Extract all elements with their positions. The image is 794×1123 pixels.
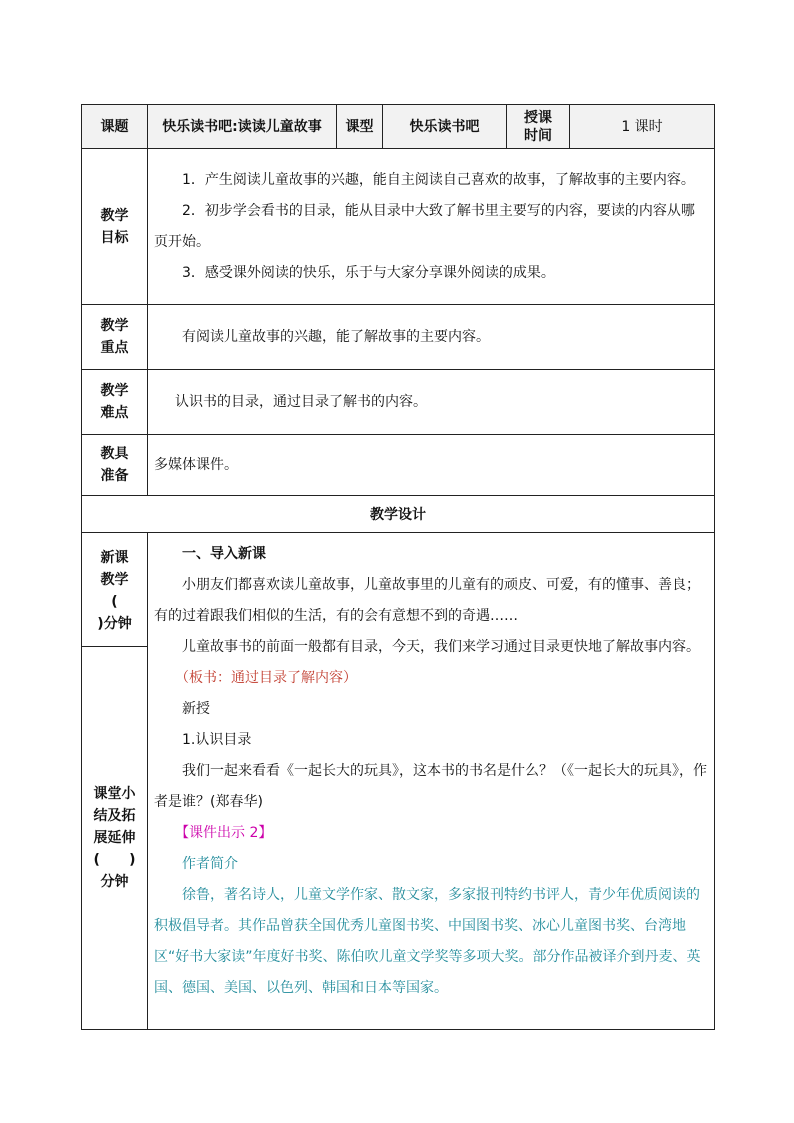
objective-item: 2．初步学会看书的目录，能从目录中大致了解书里主要写的内容，要读的内容从哪页开始。 (154, 202, 695, 250)
time-label: 授课时间 (507, 105, 570, 149)
time-value: 1 课时 (570, 105, 715, 149)
difficulties-text: 认识书的目录，通过目录了解书的内容。 (175, 393, 427, 410)
author-title: 作者简介 (182, 856, 238, 872)
key-points-label: 教学重点 (82, 305, 148, 370)
content-row (82, 533, 715, 1030)
objectives-row (82, 149, 715, 305)
intro-paragraph: 小朋友们都喜欢读儿童故事，儿童故事里的儿童有的顽皮、可爱，有的懂事、善良；有的过着跟我们相似的生活，有的会有意想不到的奇遇…… (154, 577, 700, 624)
objectives-label: 教学目标 (82, 149, 148, 305)
design-title: 教学设计 (82, 496, 715, 533)
materials-label: 教具准备 (82, 435, 148, 496)
lesson-plan-table (81, 104, 715, 1030)
section-heading: 一、导入新课 (182, 546, 266, 562)
difficulties-label: 教学难点 (82, 370, 148, 435)
materials-row (82, 435, 715, 496)
type-value: 快乐读书吧 (383, 105, 507, 149)
step-text: 我们一起来看看《一起长大的玩具》，这本书的书名是什么？（《一起长大的玩具》，作者是谁？(郑春华) (154, 763, 707, 810)
objective-item: 1．产生阅读儿童故事的兴趣，能自主阅读自己喜欢的故事，了解故事的主要内容。 (182, 171, 695, 188)
design-title-row (82, 496, 715, 533)
new-lesson-label: 新课 教学 ( )分钟 (82, 533, 147, 647)
materials-text: 多媒体课件。 (154, 456, 238, 473)
author-text: 徐鲁，著名诗人，儿童文学作家、散文家，多家报刊特约书评人，青少年优质阅读的积极倡导者。其作品曾获全国优秀儿童图书奖、中国图书奖、冰心儿童图书奖、台湾地区“好书大家读”年度好书奖、陈伯吹儿童文学奖等多项大奖。部分作品被译介到丹麦、英国、德国、美国、以色列、韩国和日本等国家。 (154, 887, 701, 996)
step-heading: 1.认识目录 (182, 732, 252, 748)
intro-paragraph: 儿童故事书的前面一般都有目录，今天，我们来学习通过目录更快地了解故事内容。 (182, 639, 700, 655)
key-points-text: 有阅读儿童故事的兴趣，能了解故事的主要内容。 (182, 328, 490, 345)
objectives-list (148, 149, 715, 305)
summary-label: 课堂小 结及拓 展延伸 ( ) 分钟 (93, 786, 136, 890)
lesson-content (148, 533, 715, 1030)
teach-heading: 新授 (182, 701, 210, 717)
difficulties-row (82, 370, 715, 435)
header-row (82, 105, 715, 149)
board-note: （板书：通过目录了解内容） (175, 670, 357, 686)
topic-label: 课题 (82, 105, 148, 149)
objective-item: 3．感受课外阅读的快乐，乐于与大家分享课外阅读的成果。 (182, 264, 555, 281)
topic-value: 快乐读书吧:读读儿童故事 (148, 105, 337, 149)
courseware-note: 【课件出示 2】 (175, 825, 273, 841)
type-label: 课型 (337, 105, 383, 149)
key-points-row (82, 305, 715, 370)
